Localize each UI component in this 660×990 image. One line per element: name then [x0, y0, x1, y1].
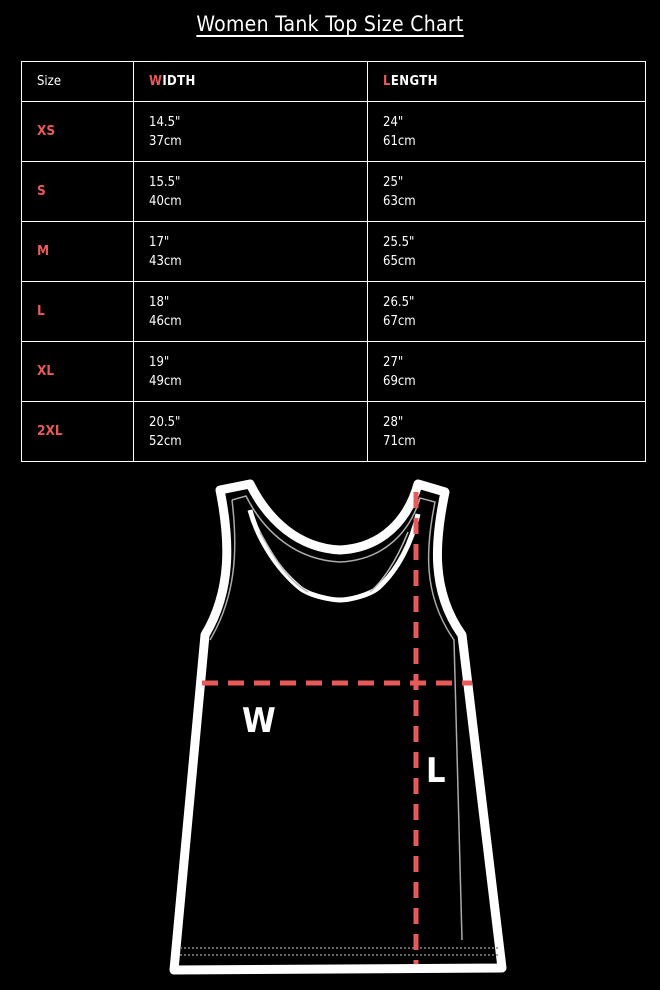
size-label: XL — [37, 363, 55, 379]
width-label: W — [242, 701, 276, 741]
width-cell-cm: 52cm — [149, 433, 182, 449]
length-cell-inches: 25" — [383, 174, 404, 190]
length-cell-inches: 26.5" — [383, 294, 415, 310]
length-cell-cm: 63cm — [383, 193, 416, 209]
tank-top-diagram — [150, 470, 530, 980]
width-cell-cm: 43cm — [149, 253, 182, 269]
width-cell — [134, 282, 368, 342]
width-cell — [134, 222, 368, 282]
size-label: M — [37, 243, 50, 259]
width-cell-inches: 15.5" — [149, 174, 181, 190]
width-cell-inches: 14.5" — [149, 114, 181, 130]
table-row — [22, 102, 646, 162]
size-cell — [22, 222, 134, 282]
size-cell — [22, 402, 134, 462]
width-cell — [134, 402, 368, 462]
size-chart-table — [21, 61, 646, 462]
table-row — [22, 342, 646, 402]
width-cell-inches: 20.5" — [149, 414, 181, 430]
length-cell-inches: 25.5" — [383, 234, 415, 250]
width-cell-cm: 40cm — [149, 193, 182, 209]
length-initial: L — [383, 74, 391, 89]
width-cell — [134, 162, 368, 222]
table-row — [22, 282, 646, 342]
width-cell-inches: 19" — [149, 354, 170, 370]
length-cell — [368, 222, 646, 282]
width-rest: IDTH — [162, 74, 196, 89]
length-cell-inches: 27" — [383, 354, 404, 370]
size-cell — [22, 282, 134, 342]
size-label: L — [37, 303, 45, 319]
width-cell-inches: 17" — [149, 234, 170, 250]
width-cell — [134, 342, 368, 402]
header-width — [134, 62, 368, 102]
width-cell-inches: 18" — [149, 294, 170, 310]
length-rest: ENGTH — [390, 74, 438, 89]
size-label: 2XL — [37, 423, 63, 439]
tank-top-outline — [174, 484, 502, 970]
length-cell-inches: 28" — [383, 414, 404, 430]
length-cell — [368, 102, 646, 162]
length-cell-inches: 24" — [383, 114, 404, 130]
length-cell-cm: 65cm — [383, 253, 416, 269]
width-cell-cm: 37cm — [149, 133, 182, 149]
size-label: XS — [37, 123, 56, 139]
length-cell — [368, 402, 646, 462]
size-cell — [22, 102, 134, 162]
header-length — [368, 62, 646, 102]
size-cell — [22, 162, 134, 222]
header-size: Size — [22, 62, 134, 102]
length-label: L — [426, 751, 446, 791]
length-cell — [368, 282, 646, 342]
size-label: S — [37, 183, 46, 199]
width-cell-cm: 49cm — [149, 373, 182, 389]
width-initial: W — [149, 74, 163, 89]
size-cell — [22, 342, 134, 402]
table-header-row — [22, 62, 646, 102]
length-cell-cm: 69cm — [383, 373, 416, 389]
length-cell — [368, 342, 646, 402]
length-cell-cm: 61cm — [383, 133, 416, 149]
length-cell-cm: 67cm — [383, 313, 416, 329]
page-title: Women Tank Top Size Chart — [196, 12, 464, 36]
length-cell-cm: 71cm — [383, 433, 416, 449]
table-row — [22, 402, 646, 462]
width-cell-cm: 46cm — [149, 313, 182, 329]
table-row — [22, 162, 646, 222]
length-cell — [368, 162, 646, 222]
table-row — [22, 222, 646, 282]
width-cell — [134, 102, 368, 162]
